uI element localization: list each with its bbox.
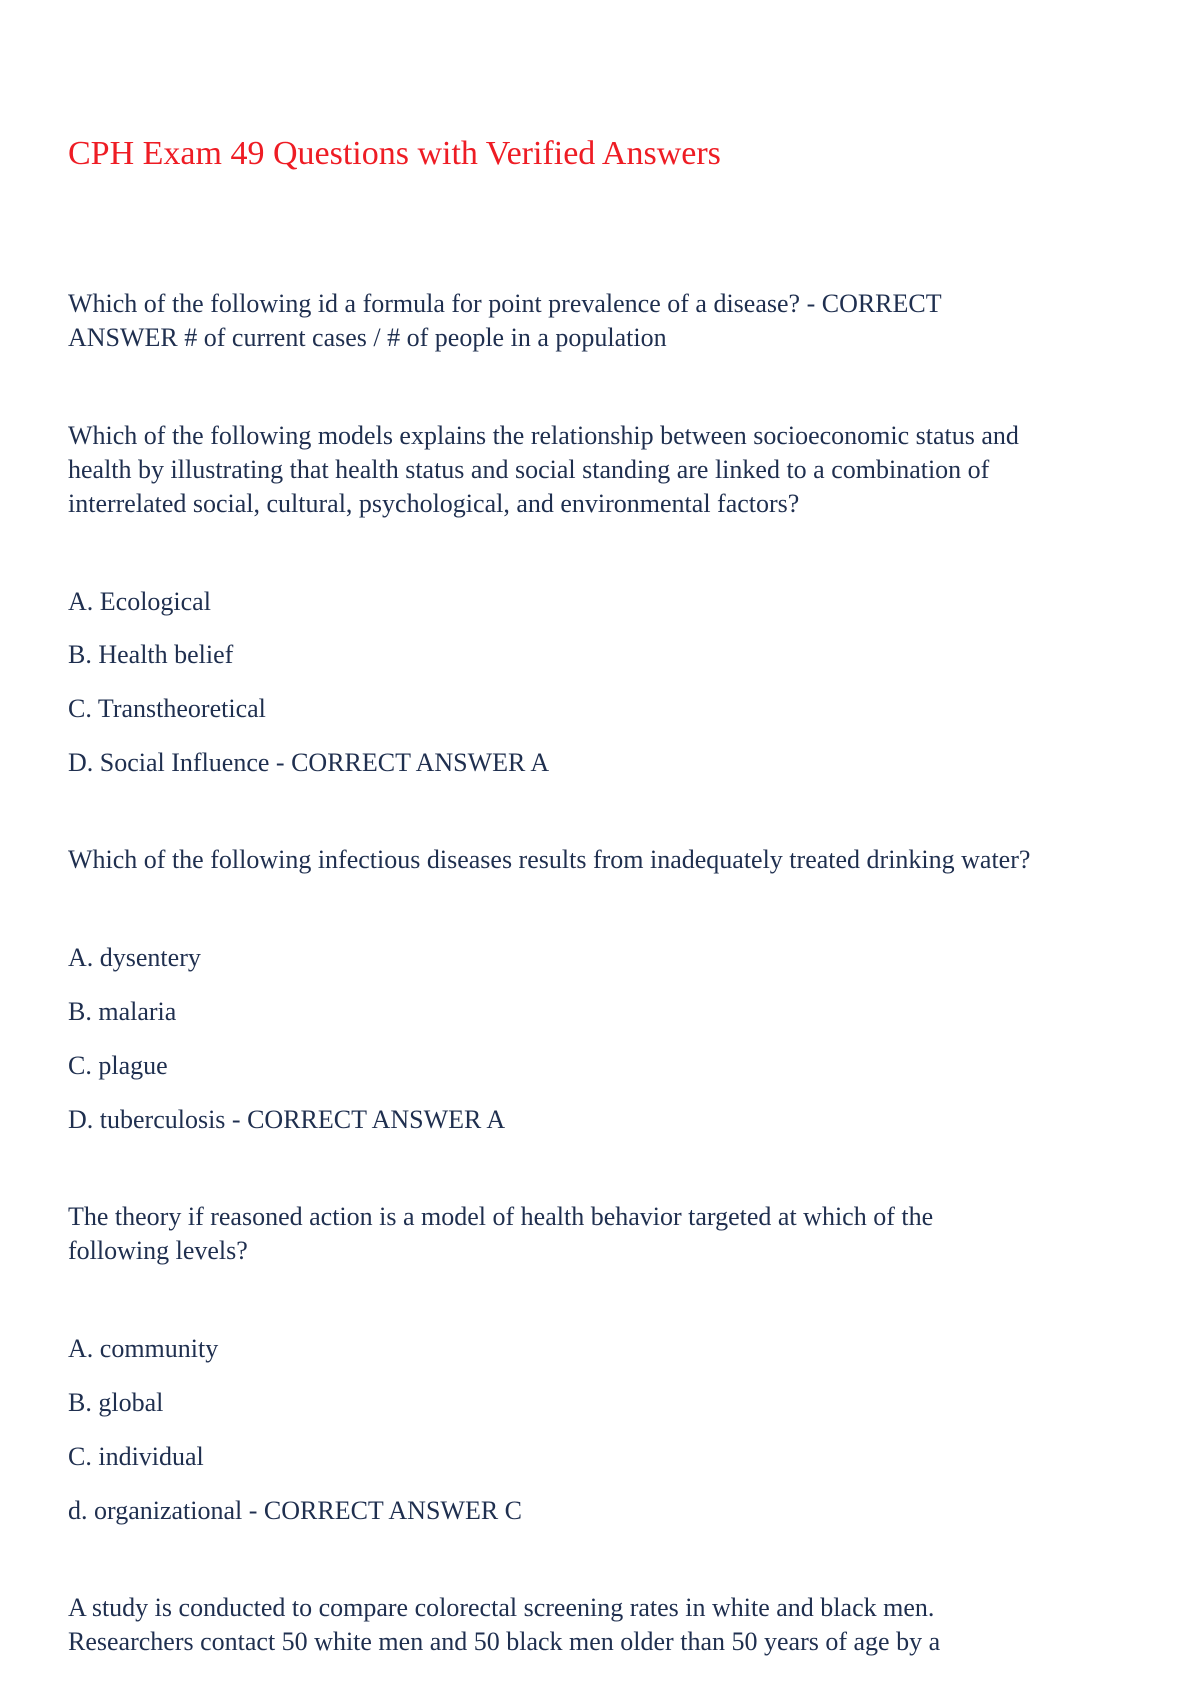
document-title: CPH Exam 49 Questions with Verified Answers bbox=[68, 135, 721, 172]
question-3-option-c: C. plague bbox=[68, 1051, 168, 1080]
question-3-option-d: D. tuberculosis - CORRECT ANSWER A bbox=[68, 1105, 506, 1134]
question-4-text bbox=[68, 1200, 933, 1268]
question-4-option-b: B. global bbox=[68, 1388, 164, 1417]
question-4-option-a: A. community bbox=[68, 1334, 219, 1363]
question-3-option-b: B. malaria bbox=[68, 997, 177, 1026]
question-4-option-d: d. organizational - CORRECT ANSWER C bbox=[68, 1496, 523, 1525]
question-1-line: ANSWER # of current cases / # of people in a population bbox=[68, 323, 667, 352]
question-4-option-c: C. individual bbox=[68, 1442, 204, 1471]
question-5-line: A study is conducted to compare colorectal screening rates in white and black men. bbox=[68, 1593, 935, 1622]
question-4-line: following levels? bbox=[68, 1236, 248, 1265]
question-1-line: Which of the following id a formula for point prevalence of a disease? - CORRECT bbox=[68, 289, 942, 318]
question-5-text bbox=[68, 1591, 940, 1659]
question-5-line: Researchers contact 50 white men and 50 black men older than 50 years of age by a bbox=[68, 1627, 941, 1656]
question-3-text bbox=[68, 843, 1030, 877]
question-2-text bbox=[68, 419, 1019, 521]
question-2-option-c: C. Transtheoretical bbox=[68, 694, 266, 723]
question-2-line: health by illustrating that health status and social standing are linked to a combination of bbox=[68, 455, 990, 484]
question-2-option-a: A. Ecological bbox=[68, 587, 211, 616]
question-2-option-d: D. Social Influence - CORRECT ANSWER A bbox=[68, 748, 550, 777]
question-3-option-a: A. dysentery bbox=[68, 943, 201, 972]
question-2-option-b: B. Health belief bbox=[68, 640, 234, 669]
question-2-line: interrelated social, cultural, psychological, and environmental factors? bbox=[68, 489, 800, 518]
question-2-line: Which of the following models explains the relationship between socioeconomic status and bbox=[68, 421, 1019, 450]
question-3-line: Which of the following infectious diseases results from inadequately treated drinking water? bbox=[68, 845, 1031, 874]
question-1-text bbox=[68, 287, 942, 355]
question-4-line: The theory if reasoned action is a model of health behavior targeted at which of the bbox=[68, 1202, 934, 1231]
